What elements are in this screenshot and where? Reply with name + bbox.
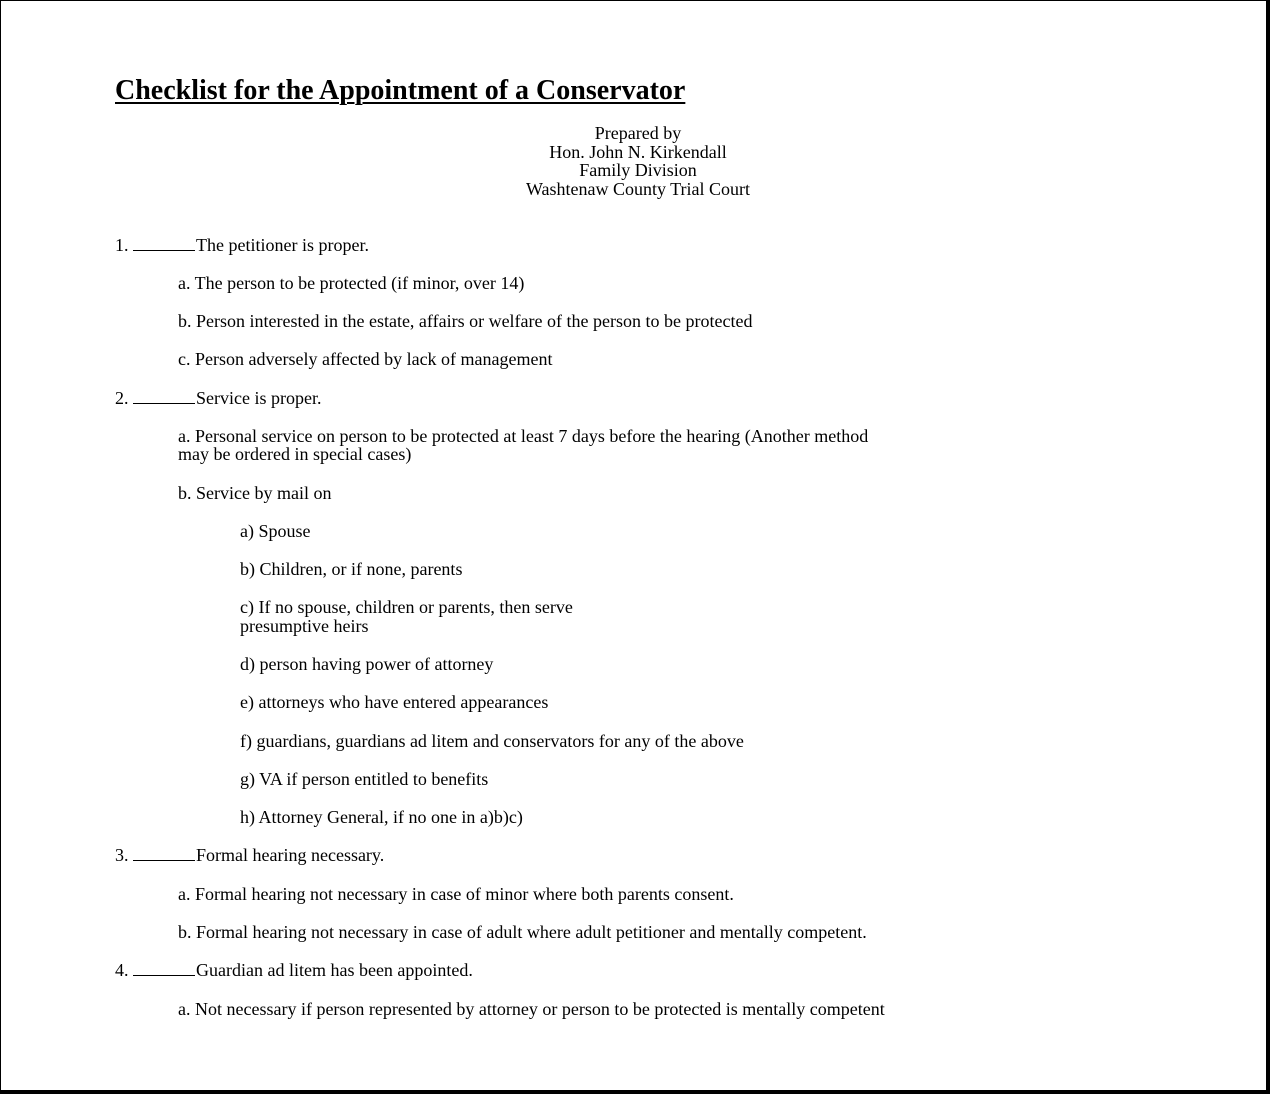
- section-1-heading: [115, 236, 369, 255]
- checkbox-blank-line[interactable]: [133, 846, 195, 861]
- section-number: 3.: [115, 845, 129, 865]
- prepared-by-label: Prepared by: [594, 123, 682, 143]
- section-number: 2.: [115, 388, 129, 408]
- section-2-heading: [115, 389, 321, 408]
- judge-name: Hon. John N. Kirkendall: [549, 141, 727, 162]
- list-item: c. Person adversely affected by lack of management: [178, 349, 553, 369]
- list-item: b. Formal hearing not necessary in case of adult where adult petitioner and mentally competent.: [178, 922, 867, 942]
- section-number: 1.: [115, 235, 129, 255]
- section-heading-text: Formal hearing necessary.: [196, 845, 385, 865]
- section-heading-text: Guardian ad litem has been appointed.: [196, 960, 473, 980]
- prepared-by-block: [400, 124, 876, 198]
- list-item: a. The person to be protected (if minor, over 14): [178, 273, 525, 293]
- checkbox-blank-line[interactable]: [133, 389, 195, 404]
- sub-list-item: f) guardians, guardians ad litem and conservators for any of the above: [240, 731, 744, 751]
- list-item: a. Not necessary if person represented by attorney or person to be protected is mentally competent: [178, 999, 885, 1019]
- sub-list-item-continuation: presumptive heirs: [240, 616, 369, 636]
- section-4-heading: [115, 961, 473, 980]
- sub-list-item: e) attorneys who have entered appearances: [240, 692, 549, 712]
- checkbox-blank-line[interactable]: [133, 961, 195, 976]
- list-item: b. Person interested in the estate, affairs or welfare of the person to be protected: [178, 311, 753, 331]
- list-item: a. Personal service on person to be protected at least 7 days before the hearing (Another method: [178, 426, 869, 446]
- list-item-continuation: may be ordered in special cases): [178, 444, 412, 464]
- court-name: Washtenaw County Trial Court: [525, 178, 751, 199]
- sub-list-item: c) If no spouse, children or parents, then serve: [240, 597, 573, 617]
- sub-list-item: b) Children, or if none, parents: [240, 559, 463, 579]
- sub-list-item: d) person having power of attorney: [240, 654, 494, 674]
- sub-list-item: g) VA if person entitled to benefits: [240, 769, 489, 789]
- section-3-heading: [115, 846, 384, 865]
- section-heading-text: The petitioner is proper.: [196, 235, 369, 255]
- division-name: Family Division: [579, 160, 697, 180]
- sub-list-item: a) Spouse: [240, 521, 311, 541]
- document-title: Checklist for the Appointment of a Conservator: [115, 75, 686, 106]
- checkbox-blank-line[interactable]: [133, 236, 195, 251]
- list-item: a. Formal hearing not necessary in case of minor where both parents consent.: [178, 884, 734, 904]
- list-item: b. Service by mail on: [178, 483, 332, 503]
- section-number: 4.: [115, 960, 129, 980]
- sub-list-item: h) Attorney General, if no one in a)b)c): [240, 807, 523, 827]
- section-heading-text: Service is proper.: [196, 388, 322, 408]
